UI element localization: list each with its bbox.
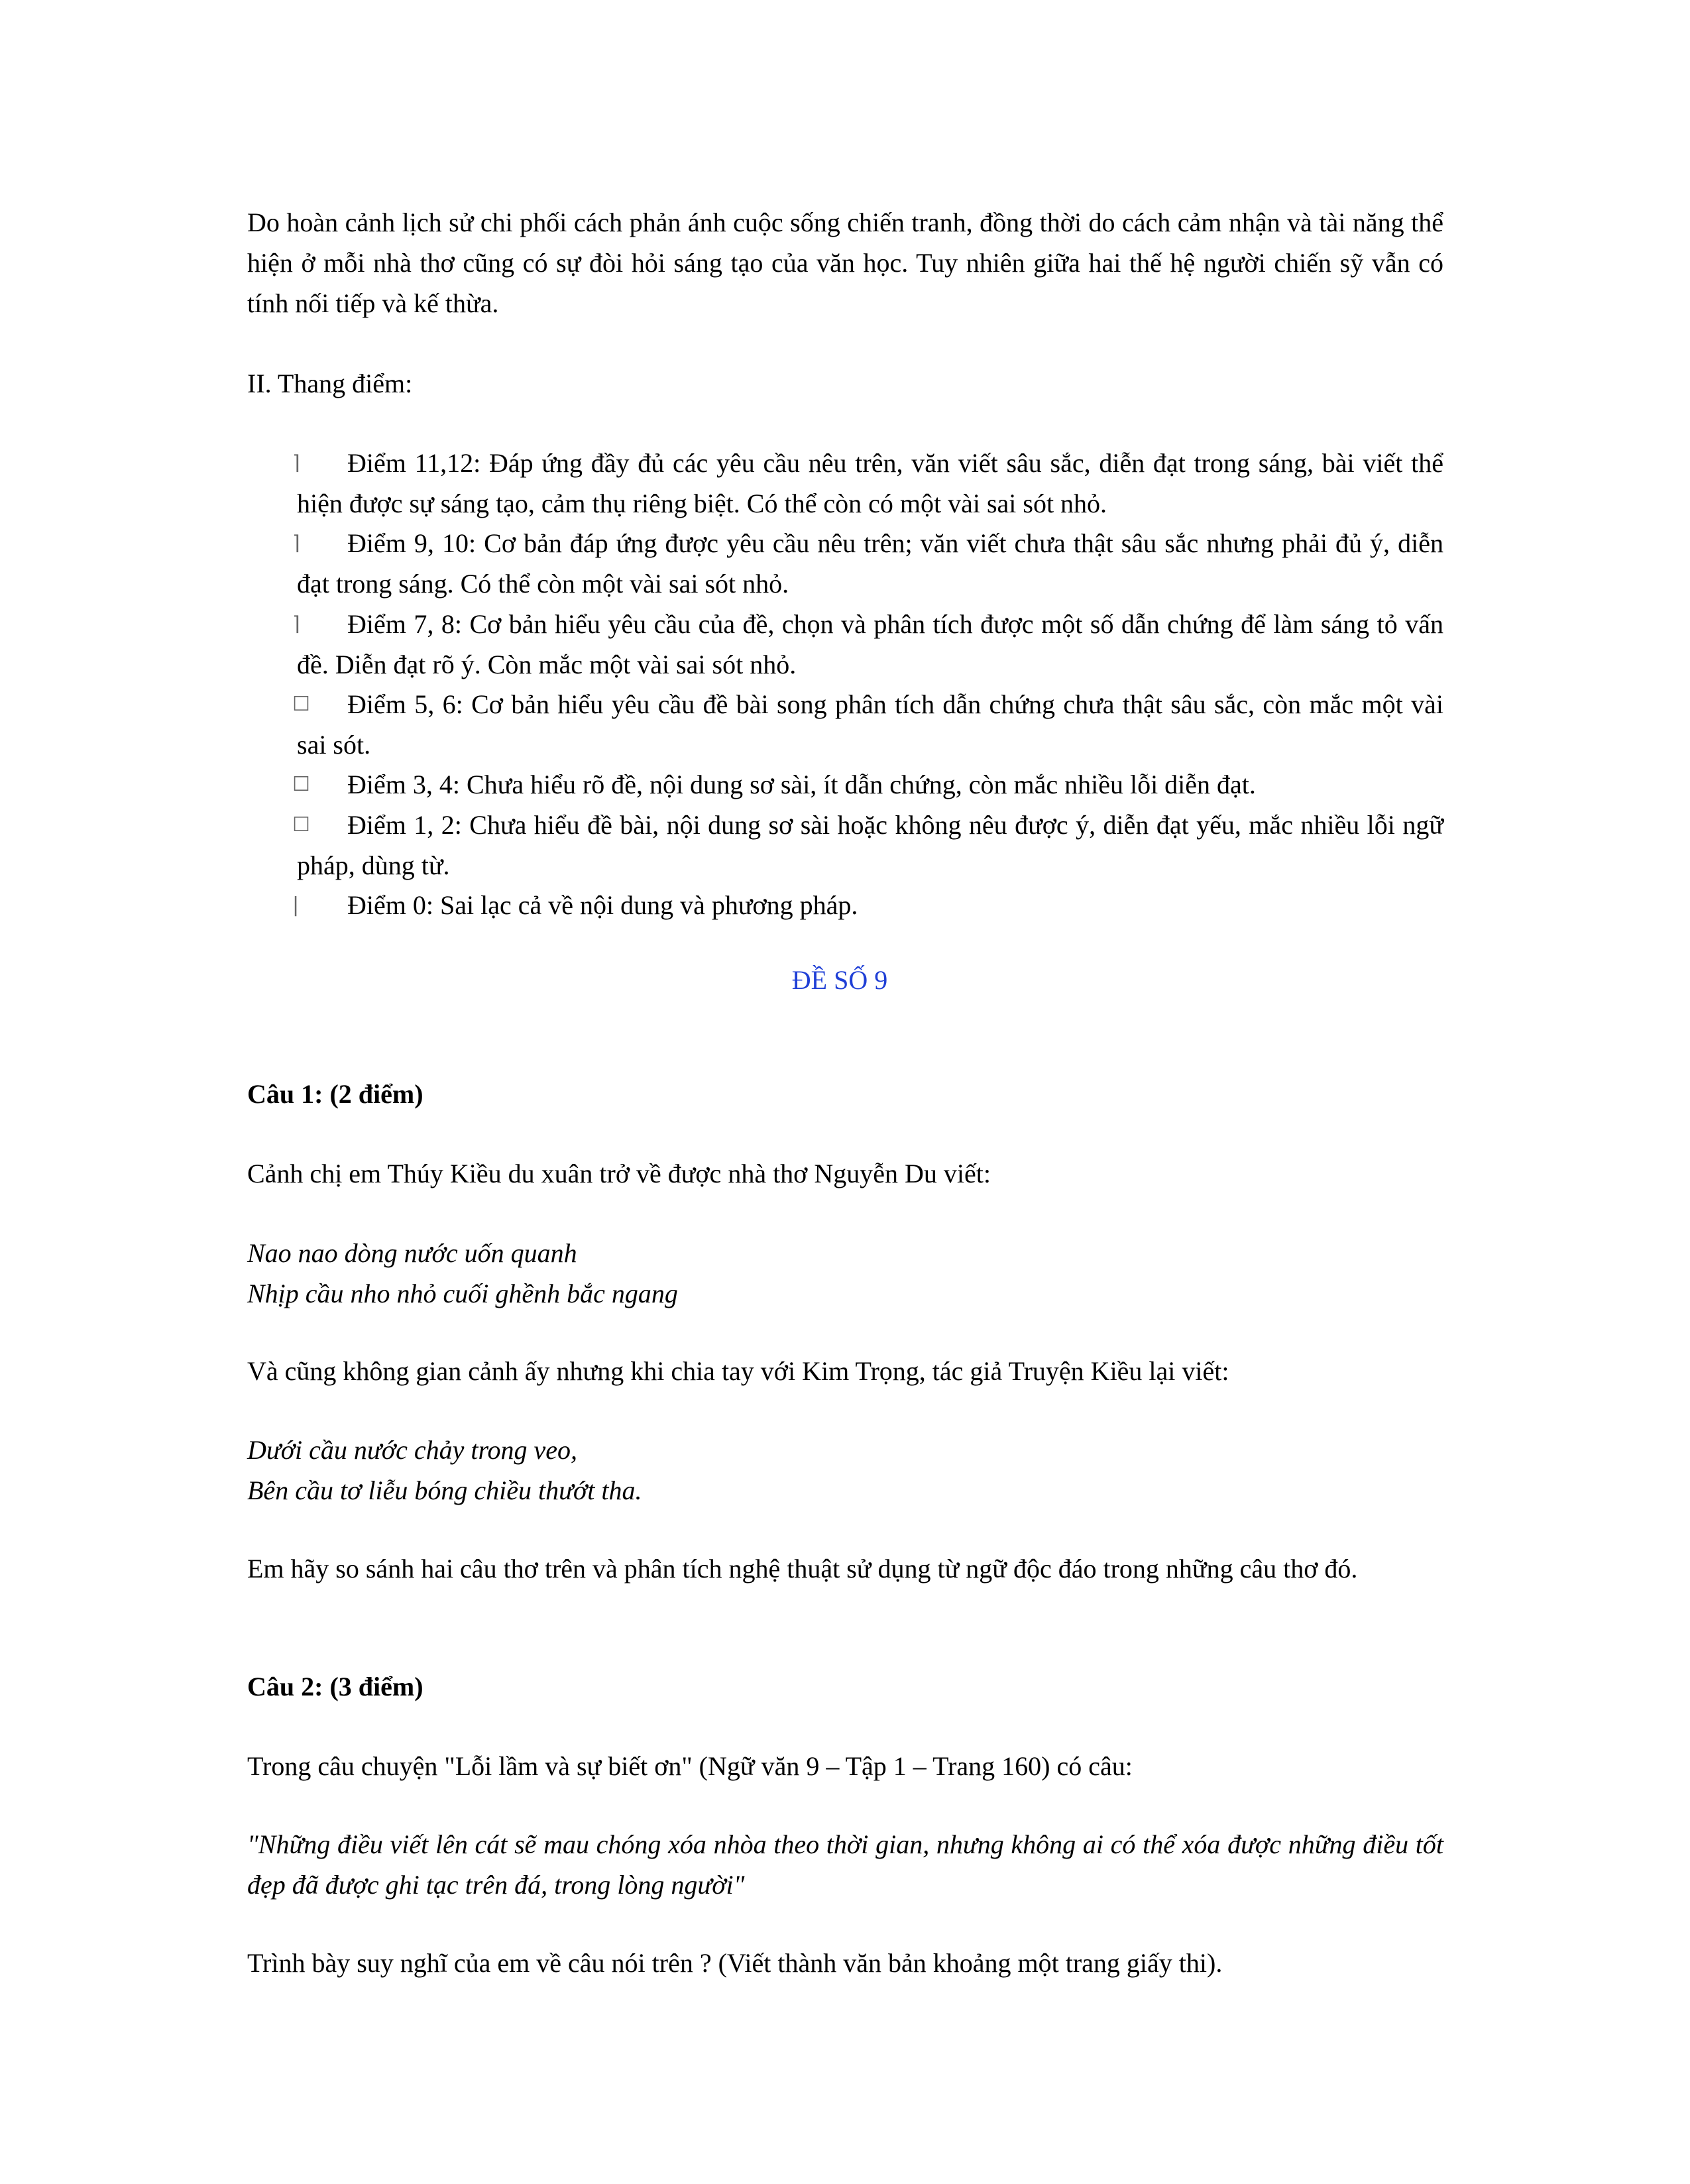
grading-item [292, 523, 1443, 604]
grading-item-text: Điểm 11,12: Đáp ứng đầy đủ các yêu cầu nêu trên, văn viết sâu sắc, diễn đạt trong sáng, bài viết thể hiện được sự sáng tạo, cảm thụ riêng biệt. Có thể còn có một vài sai sót nhỏ. [297, 448, 1443, 518]
grading-item [292, 604, 1443, 685]
question-2-task: Trình bày suy nghĩ của em về câu nói trên ? (Viết thành văn bản khoảng một trang giấy thi). [247, 1948, 1223, 1978]
poem-1-line-2: Nhịp cầu nho nhỏ cuối ghềnh bắc ngang [247, 1279, 678, 1308]
exam-title-text: ĐỀ SỐ 9 [791, 965, 888, 995]
question-1-lead: Cảnh chị em Thúy Kiều du xuân trở về được nhà thơ Nguyễn Du viết: [247, 1159, 991, 1188]
question-1-heading: Câu 1: (2 điểm) [247, 1079, 423, 1109]
grading-title: II. Thang điểm: [247, 369, 413, 398]
intro-paragraph: Do hoàn cảnh lịch sử chi phối cách phản ánh cuộc sống chiến tranh, đồng thời do cách cảm nhận và tài năng thể hiện ở mỗi nhà thơ cũng có sự đòi hỏi sáng tạo của văn học. Tuy nhiên giữa hai thế hệ người chiến sỹ vẫn có tính nối tiếp và kế thừa. [247, 207, 1443, 318]
grading-item [292, 805, 1443, 886]
grading-item [292, 885, 1443, 925]
bullet-icon: ☐ [292, 693, 310, 716]
grading-item-text: Điểm 3, 4: Chưa hiểu rõ đề, nội dung sơ sài, ít dẫn chứng, còn mắc nhiều lỗi diễn đạt. [347, 770, 1256, 799]
question-2-lead: Trong câu chuyện "Lỗi lầm và sự biết ơn" (Ngữ văn 9 – Tập 1 – Trang 160) có câu: [247, 1751, 1133, 1781]
poem-2-line-2: Bên cầu tơ liễu bóng chiều thướt tha. [247, 1475, 642, 1505]
poem-1-line-1: Nao nao dòng nước uốn quanh [247, 1238, 577, 1268]
exam-title [0, 960, 1690, 1000]
bullet-icon: ⌉ [292, 451, 300, 475]
grading-item [292, 443, 1443, 524]
bullet-icon: ⌉ [292, 612, 300, 636]
poem-2-line-1: Dưới cầu nước chảy trong veo, [247, 1435, 578, 1465]
question-1-task: Em hãy so sánh hai câu thơ trên và phân tích nghệ thuật sử dụng từ ngữ độc đáo trong những câu thơ đó. [247, 1554, 1358, 1583]
grading-item [292, 684, 1443, 765]
bullet-icon: ⌉ [292, 532, 300, 555]
grading-item-text: Điểm 9, 10: Cơ bản đáp ứng được yêu cầu nêu trên; văn viết chưa thật sâu sắc nhưng phải đủ ý, diễn đạt trong sáng. Có thể còn một vài sai sót nhỏ. [297, 528, 1443, 599]
bullet-icon: ☐ [292, 813, 310, 836]
grading-item-text: Điểm 5, 6: Cơ bản hiểu yêu cầu đề bài song phân tích dẫn chứng chưa thật sâu sắc, còn mắc một vài sai sót. [297, 689, 1443, 760]
bullet-icon: | [292, 893, 300, 917]
bullet-icon: ☐ [292, 773, 310, 796]
question-2-heading: Câu 2: (3 điểm) [247, 1672, 423, 1701]
question-1-middle: Và cũng không gian cảnh ấy nhưng khi chia tay với Kim Trọng, tác giả Truyện Kiều lại viết: [247, 1356, 1229, 1386]
grading-item-text: Điểm 7, 8: Cơ bản hiểu yêu cầu của đề, chọn và phân tích được một số dẫn chứng để làm sáng tỏ vấn đề. Diễn đạt rõ ý. Còn mắc một vài sai sót nhỏ. [297, 609, 1443, 679]
grading-item-text: Điểm 1, 2: Chưa hiểu đề bài, nội dung sơ sài hoặc không nêu được ý, diễn đạt yếu, mắc nhiều lỗi ngữ pháp, dùng từ. [297, 810, 1443, 880]
question-2-quote: "Những điều viết lên cát sẽ mau chóng xóa nhòa theo thời gian, nhưng không ai có thể xóa được những điều tốt đẹp đã được ghi tạc trên đá, trong lòng người" [247, 1829, 1443, 1900]
grading-item-text: Điểm 0: Sai lạc cả về nội dung và phương pháp. [347, 890, 858, 920]
grading-item [292, 764, 1443, 805]
